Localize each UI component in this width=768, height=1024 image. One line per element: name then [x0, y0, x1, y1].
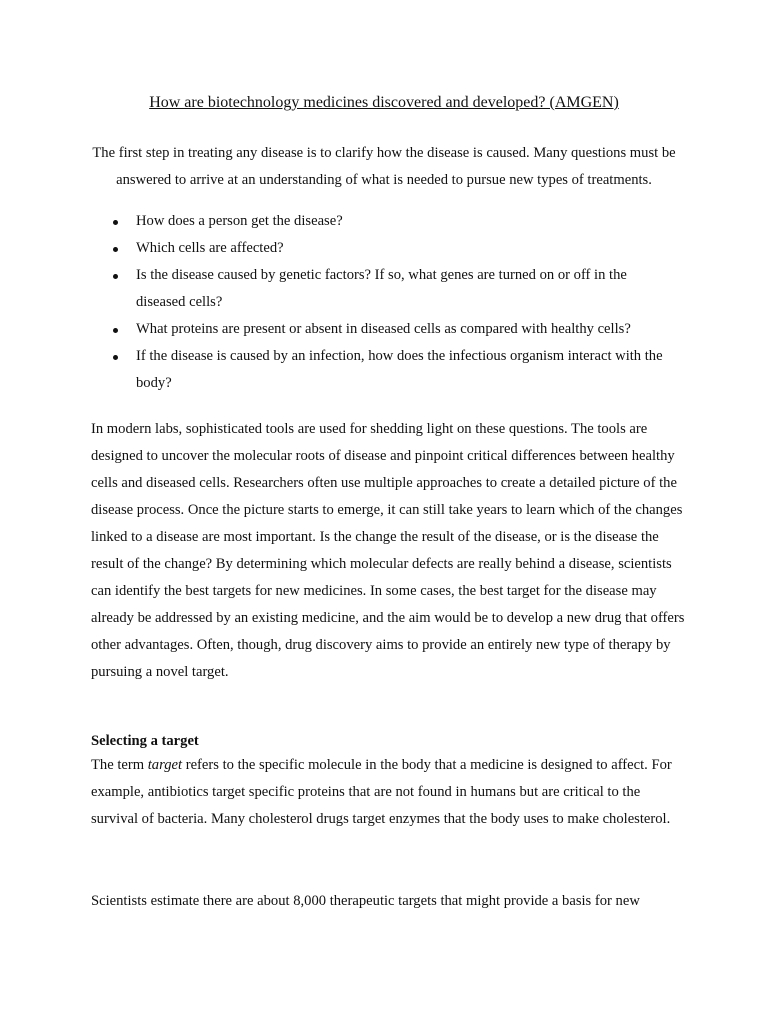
list-item: [108, 343, 668, 397]
bullet-icon: [113, 355, 118, 360]
list-item-text: Is the disease caused by genetic factors? If so, what genes are turned on or off in the diseased cells?: [136, 267, 627, 310]
bullet-icon: [113, 247, 118, 252]
intro-paragraph: [84, 140, 684, 194]
question-list: [108, 208, 668, 397]
list-item-text: Which cells are affected?: [136, 240, 284, 256]
list-item: [108, 208, 668, 235]
intro-text: The first step in treating any disease is to clarify how the disease is caused. Many questions must be answered to arrive at an understanding of what is needed to pursue new types of treatments.: [92, 145, 676, 188]
bullet-icon: [113, 220, 118, 225]
section-heading: Selecting a target: [91, 733, 199, 749]
body-paragraph-target: [91, 752, 687, 833]
body-paragraph-tools: In modern labs, sophisticated tools are used for shedding light on these questions. The tools are designed to uncover the molecular roots of disease and pinpoint critical differences between healthy cells and diseased cells. Researchers often use multiple approaches to create a detailed picture of the disease process. Once the picture starts to emerge, it can still take years to learn which of the changes linked to a disease are most important. Is the change the result of the disease, or is the disease the result of the change? By determining which molecular defects are really behind a disease, scientists can identify the best targets for new medicines. In some cases, the best target for the disease may already be addressed by an existing medicine, and the aim would be to develop a new drug that offers other advantages. Often, though, drug discovery aims to provide an entirely new type of therapy by pursuing a novel target.: [91, 421, 685, 680]
list-item-text: What proteins are present or absent in diseased cells as compared with healthy cells?: [136, 321, 631, 337]
bullet-icon: [113, 328, 118, 333]
bullet-icon: [113, 274, 118, 279]
paragraph-text-end: refers to the specific molecule in the body that a medicine is designed to affect. For example, antibiotics target specific proteins that are not found in humans but are critical to the survival of bacteria. Many cholesterol drugs target enzymes that the body uses to make cholesterol.: [91, 757, 672, 827]
list-item: [108, 262, 668, 316]
list-item-text: How does a person get the disease?: [136, 213, 343, 229]
document-title: How are biotechnology medicines discovered and developed? (AMGEN): [149, 94, 619, 111]
list-item: [108, 316, 668, 343]
emphasized-term: target: [147, 757, 183, 773]
paragraph-text-start: The term: [91, 757, 148, 773]
list-item-text: If the disease is caused by an infection, how does the infectious organism interact with the body?: [136, 348, 663, 391]
list-item: [108, 235, 668, 262]
section-selecting-target: [91, 730, 687, 833]
body-paragraph-estimate: Scientists estimate there are about 8,000 therapeutic targets that might provide a basis for new: [91, 893, 640, 909]
